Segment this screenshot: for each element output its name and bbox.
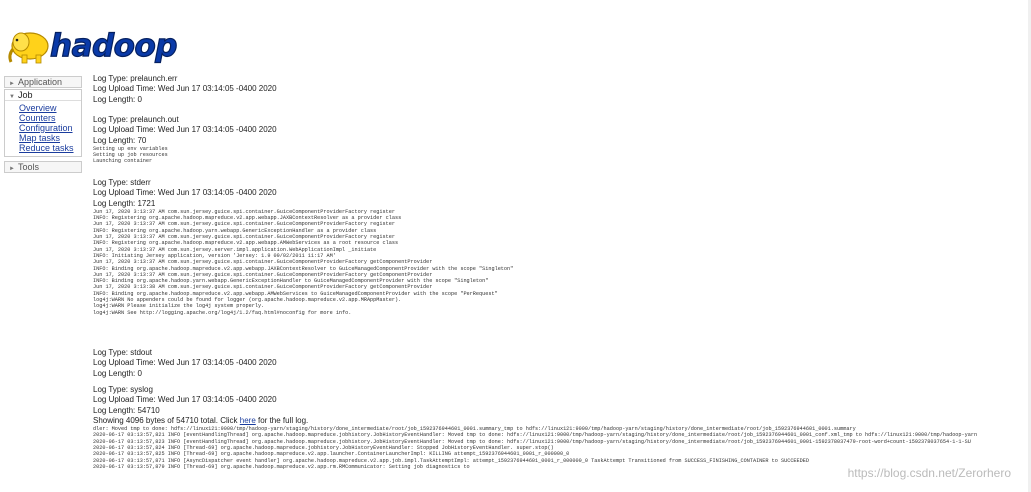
nav-job-section	[4, 89, 82, 157]
nav-configuration-link[interactable]: Configuration	[19, 123, 73, 133]
log-section	[93, 385, 977, 470]
job-menu	[5, 101, 81, 156]
log-length: Log Length: 0	[93, 368, 142, 378]
log-length: Log Length: 70	[93, 135, 147, 145]
log-section	[93, 115, 277, 165]
log-upload-time: Log Upload Time: Wed Jun 17 03:14:05 -0400 2020	[93, 84, 277, 94]
nav-tools-label: Tools	[17, 162, 39, 172]
log-upload-time: Log Upload Time: Wed Jun 17 03:14:05 -0400 2020	[93, 188, 277, 198]
full-log-link[interactable]: here	[239, 415, 256, 425]
nav-reduce-tasks-link[interactable]: Reduce tasks	[19, 143, 74, 153]
expand-arrow-icon: ►	[9, 81, 15, 87]
watermark: https://blog.csdn.net/Zerorhero	[847, 466, 1011, 480]
log-type: Log Type: prelaunch.err	[93, 74, 178, 83]
nav-job[interactable]	[5, 90, 81, 101]
log-upload-time: Log Upload Time: Wed Jun 17 03:14:05 -0400 2020	[93, 395, 277, 405]
log-type: Log Type: syslog	[93, 385, 153, 394]
log-length: Log Length: 1721	[93, 198, 156, 208]
log-section	[93, 348, 277, 379]
nav-tools[interactable]	[4, 161, 82, 173]
log-length: Log Length: 0	[93, 94, 142, 104]
showing-text: Showing 4096 bytes of 54710 total. Click	[93, 415, 240, 425]
log-type: Log Type: stdout	[93, 348, 153, 357]
log-section	[93, 74, 277, 105]
nav-counters-link[interactable]: Counters	[19, 113, 56, 123]
showing-bytes-notice	[93, 416, 977, 426]
collapse-arrow-icon: ▼	[9, 94, 15, 100]
log-output: dler: Moved tmp to done: hdfs://linux121:9000/tmp/hadoop-yarn/staging/history/done_intermediate/root/job_1592376944601_0001.summary_tmp to hdfs://linux121:9000/tmp/hadoop-yarn/staging/history/done_intermediate/root/job_1592376944601_0001.summary 2020-06-17 03:13:57,821 INFO [eventHandlingThread] org.apache.hadoop.mapreduce.jobhistory.JobHistoryEventHandler: Moved tmp to done: hdfs://linux121:9000/tmp/hadoop-yarn/staging/history/done_intermediate/root/job_1592376944601_0001_conf.xml_tmp to hdfs://linux121:9000/tmp/hadoop-yarn 2020-06-17 03:13:57,823 INFO [eventHandlingThread] org.apache.hadoop.mapreduce.jobhistory.JobHistoryEventHandler: Moved tmp to done: hdfs://linux121:9000/tmp/hadoop-yarn/staging/history/done_intermediate/root/job_1592376944601_0001-1592378037479-root-word+count-1592378037654-1-1-SU 2020-06-17 03:13:57,824 INFO [Thread-69] org.apache.hadoop.mapreduce.jobhistory.JobHistoryEventHandler: Stopped JobHistoryEventHandler. super.stop() 2020-06-17 03:13:57,825 INFO [Thread-69] org.apache.hadoop.mapreduce.v2.app.launcher.ContainerLauncherImpl: KILLING attempt_1592376944601_0001_r_000000_0 2020-06-17 03:13:57,871 INFO [AsyncDispatcher event handler] org.apache.hadoop.mapreduce.v2.app.job.impl.TaskAttemptImpl: attempt_1592376944601_0001_r_000000_0 TaskAttempt Transitioned from SUCCESS_FINISHING_CONTAINER to SUCCEEDED 2020-06-17 03:13:57,879 INFO [Thread-69] org.apache.hadoop.mapreduce.v2.app.rm.RMCommunicator: Setting job diagnostics to	[93, 426, 978, 470]
nav-application-label: Application	[17, 77, 62, 87]
nav-overview-link[interactable]: Overview	[19, 103, 57, 113]
log-length: Log Length: 54710	[93, 405, 160, 415]
log-type: Log Type: prelaunch.out	[93, 115, 179, 124]
nav-application[interactable]	[4, 76, 82, 88]
logo-wordmark: hadoop	[50, 28, 177, 64]
expand-arrow-icon: ►	[9, 166, 15, 172]
sidebar-nav	[4, 76, 82, 174]
elephant-icon	[6, 27, 56, 65]
showing-text-end: for the full log.	[255, 415, 309, 425]
log-output: Jun 17, 2020 3:13:37 AM com.sun.jersey.guice.spi.container.GuiceComponentProviderFactory register INFO: Registering org.apache.hadoop.mapreduce.v2.app.webapp.JAXBContextResolver as a provider class Jun 17, 2020 3:13:37 AM com.sun.jersey.guice.spi.container.GuiceComponentProviderFactory register INFO: Registering org.apache.hadoop.yarn.webapp.GenericExceptionHandler as a provider class Jun 17, 2020 3:13:37 AM com.sun.jersey.guice.spi.container.GuiceComponentProviderFactory register INFO: Registering org.apache.hadoop.mapreduce.v2.app.webapp.AMWebServices as a root resource class Jun 17, 2020 3:13:37 AM com.sun.jersey.server.impl.application.WebApplicationImpl _initiate INFO: Initiating Jersey application, version 'Jersey: 1.9 09/02/2011 11:17 AM' Jun 17, 2020 3:13:37 AM com.sun.jersey.guice.spi.container.GuiceComponentProviderFactory getComponentProvider INFO: Binding org.apache.hadoop.mapreduce.v2.app.webapp.JAXBContextResolver to GuiceManagedComponentProvider with the scope "Singleton" Jun 17, 2020 3:13:37 AM com.sun.jersey.guice.spi.container.GuiceComponentProviderFactory getComponentProvider INFO: Binding org.apache.hadoop.yarn.webapp.GenericExceptionHandler to GuiceManagedComponentProvider with the scope "Singleton" Jun 17, 2020 3:13:38 AM com.sun.jersey.guice.spi.container.GuiceComponentProviderFactory getComponentProvider INFO: Binding org.apache.hadoop.mapreduce.v2.app.webapp.AMWebServices to GuiceManagedComponentProvider with the scope "PerRequest" log4j:WARN No appenders could be found for logger (org.apache.hadoop.mapreduce.v2.app.MRAppMaster). log4j:WARN Please initialize the log4j system properly. log4j:WARN See http://logging.apache.org/log4j/1.2/faq.html#noconfig for more info.	[93, 208, 514, 316]
hadoop-logo	[6, 27, 177, 65]
log-type: Log Type: stderr	[93, 178, 151, 187]
nav-map-tasks-link[interactable]: Map tasks	[19, 133, 61, 143]
log-section	[93, 178, 513, 316]
log-upload-time: Log Upload Time: Wed Jun 17 03:14:05 -0400 2020	[93, 358, 277, 368]
log-upload-time: Log Upload Time: Wed Jun 17 03:14:05 -0400 2020	[93, 125, 277, 135]
nav-job-label: Job	[17, 90, 33, 100]
log-output: Setting up env variables Setting up job resources Launching container	[93, 145, 168, 165]
